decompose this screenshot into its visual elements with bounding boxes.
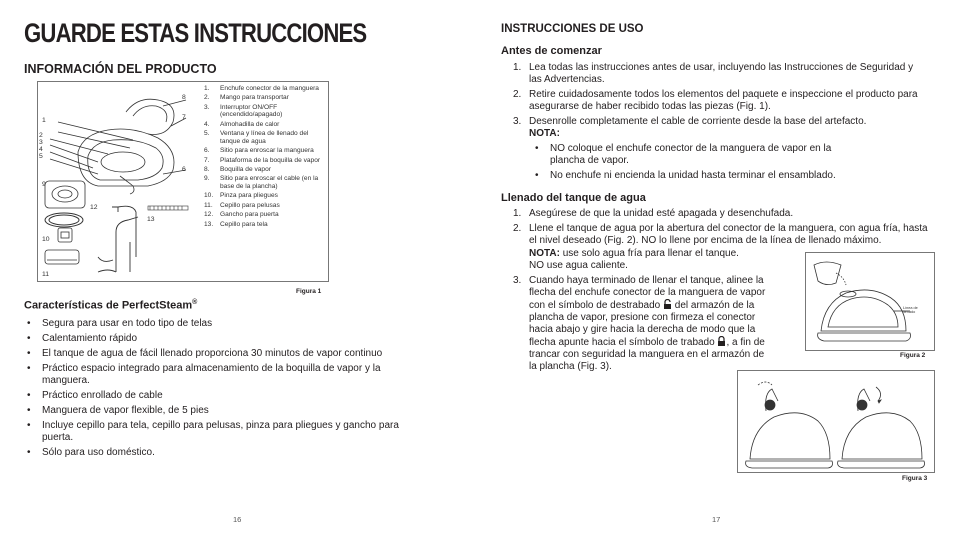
parts-list-item: 1. Enchufe conector de la manguera — [204, 85, 319, 92]
figure-1 — [37, 81, 329, 282]
callout-11: 11 — [42, 271, 50, 278]
figure-2 — [805, 252, 935, 351]
step-item: 2. Llene el tanque de agua por la abertura del conector de la manguera, con agua fría, hasta el nivel deseado (Fig. 2). NO lo llene por encima de la línea de llenado máximo. NOTA: use solo agua fría para llenar el tanque. NO use agua caliente. — [513, 223, 928, 271]
page-number-left: 16 — [233, 515, 242, 524]
parts-list-item: 11. Cepillo para pelusas — [204, 201, 280, 209]
figure-3 — [737, 370, 935, 473]
unlock-icon — [663, 299, 672, 309]
feature-item: • Segura para usar en todo tipo de telas — [24, 318, 424, 330]
feature-item: • El tanque de agua de fácil llenado proporciona 30 minutos de vapor continuo — [24, 348, 424, 360]
step-item: 2. Retire cuidadosamente todos los elementos del paquete e inspeccione el producto para asegurarse de haber recibido todas las piezas (Fig. 1). — [513, 89, 918, 112]
callout-5: 5 — [39, 153, 43, 160]
callout-7: 7 — [182, 114, 186, 121]
page-number-right: 17 — [712, 515, 721, 524]
parts-list-item: 5. Ventana y línea de llenado del tanque de agua — [204, 130, 309, 145]
nota-label: NOTA: — [529, 128, 560, 139]
callout-2: 2 — [39, 132, 43, 139]
callout-1: 1 — [42, 117, 46, 124]
nota-item: • NO coloque el enchufe conector de la manguera de vapor en la plancha de vapor. — [532, 143, 840, 167]
section-heading-product: INFORMACIÓN DEL PRODUCTO — [24, 62, 217, 76]
parts-list-item: 8. Boquilla de vapor — [204, 165, 271, 173]
parts-list-item: 2. Mango para transportar — [204, 94, 289, 102]
features-list — [24, 318, 424, 462]
parts-list-item: 9. Sitio para enroscar el cable (en la base de la plancha) — [204, 175, 319, 190]
before-heading: Antes de comenzar — [501, 45, 602, 57]
parts-list-item: 7. Plataforma de la boquilla de vapor — [204, 156, 321, 164]
fill-heading: Llenado del tanque de agua — [501, 192, 646, 204]
feature-item: • Incluye cepillo para tela, cepillo para pelusas, pinza para pliegues y gancho para puerta. — [24, 420, 417, 444]
feature-item: • Práctico espacio integrado para almacenamiento de la boquilla de vapor y la manguera. — [24, 363, 402, 387]
section-heading-use: INSTRUCCIONES DE USO — [501, 23, 644, 35]
callout-12: 12 — [90, 204, 98, 211]
parts-list — [204, 85, 322, 230]
callout-9: 9 — [42, 181, 46, 188]
step-item: 3. Desenrolle completamente el cable de corriente desde la base del artefacto. — [513, 116, 867, 127]
step-item: 3. Cuando haya terminado de llenar el tanque, alinee la flecha del enchufe conector de la manguera de vapor con el símbolo de destrabado del armazón de la plancha de vapor, presione con firmeza el conector hacia abajo y gire hacia la derecha de modo que la flecha apunte hacia el símbolo de trabado , a fin de trancar con seguridad la manguera en el armazón de la plancha (Fig. 3). — [513, 275, 766, 372]
before-steps — [513, 62, 928, 131]
callout-4: 4 — [39, 146, 43, 153]
callout-3: 3 — [39, 139, 43, 146]
callout-10: 10 — [42, 236, 50, 243]
figure-2-caption: Figura 2 — [900, 352, 926, 359]
parts-list-item: 6. Sitio para enroscar la manguera — [204, 147, 314, 155]
callout-6: 6 — [182, 166, 186, 173]
figure-3-illustration — [738, 371, 934, 472]
parts-list-item: 13. Cepillo para tela — [204, 220, 268, 228]
callout-13: 13 — [147, 216, 155, 223]
step-item: 1. Lea todas las instrucciones antes de usar, incluyendo las Instrucciones de Seguridad y las Advertencias. — [513, 62, 914, 85]
step-item: 1. Asegúrese de que la unidad esté apagada y desenchufada. — [513, 208, 794, 219]
figure-1-caption: Figura 1 — [296, 288, 322, 295]
callout-8: 8 — [182, 94, 186, 101]
features-heading: Características de PerfectSteam® — [24, 299, 198, 312]
fill-line-label: Línea de llenado — [903, 306, 918, 314]
nota-bullets — [532, 143, 852, 185]
feature-item: • Calentamiento rápido — [24, 333, 424, 345]
parts-list-item: 4. Almohadilla de calor — [204, 120, 280, 128]
parts-list-item: 10. Pinza para pliegues — [204, 192, 278, 200]
feature-item: • Práctico enrollado de cable — [24, 390, 424, 402]
feature-item: • Sólo para uso doméstico. — [24, 447, 424, 459]
nota-item: • No enchufe ni encienda la unidad hasta terminar el ensamblado. — [532, 170, 852, 182]
parts-list-item: 12. Gancho para puerta — [204, 211, 279, 219]
parts-list-item: 3. Interruptor ON/OFF (encendido/apagado) — [204, 103, 283, 119]
feature-item: • Manguera de vapor flexible, de 5 pies — [24, 405, 424, 417]
figure-2-illustration — [806, 253, 934, 350]
page-title: GUARDE ESTAS INSTRUCCIONES — [24, 18, 367, 48]
figure-3-caption: Figura 3 — [902, 475, 928, 482]
